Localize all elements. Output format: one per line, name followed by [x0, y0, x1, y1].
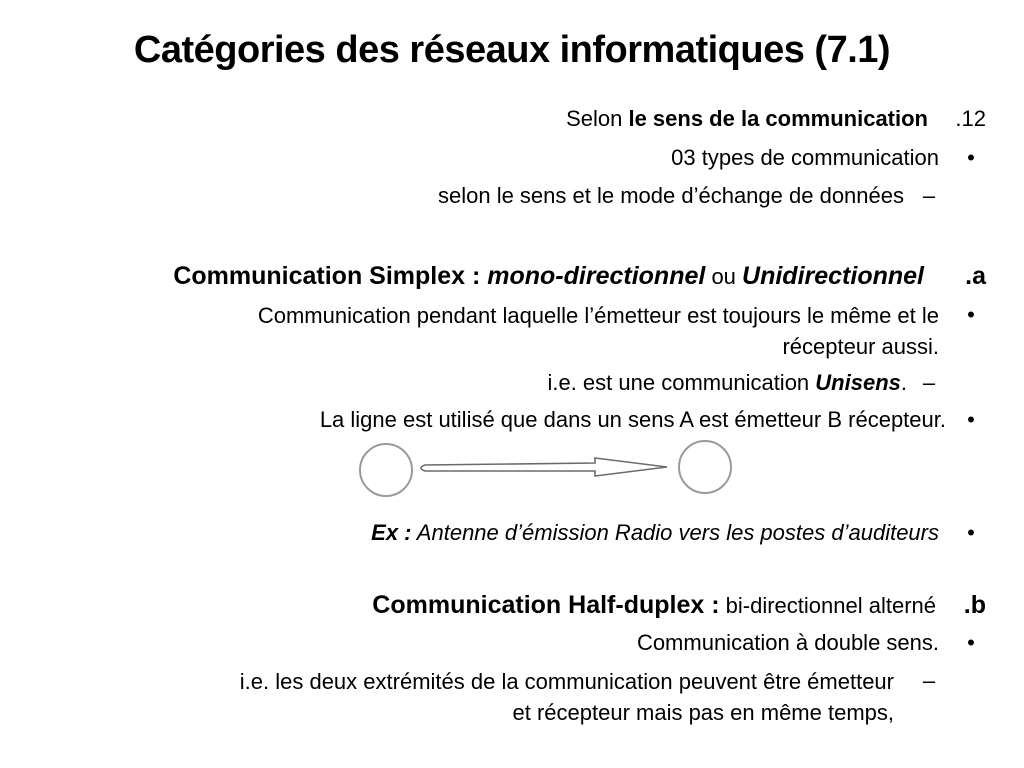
dash-icon: –: [922, 370, 936, 395]
simplex-italic-2: Unidirectionnel: [742, 262, 924, 290]
item-sens-marker: .12: [955, 106, 986, 131]
item-ligne-text: La ligne est utilisé que dans un sens A est émetteur B récepteur.: [319, 407, 946, 432]
simplex-italic-1: mono-directionnel: [487, 262, 706, 290]
bullet-icon: •: [967, 407, 975, 432]
node-a-circle: [360, 444, 412, 496]
unisens-italic: Unisens: [815, 370, 901, 395]
item-unisens: [0, 368, 1024, 398]
bullet-icon: •: [967, 630, 975, 655]
bullet-icon: •: [967, 520, 975, 545]
item-simplex: [0, 259, 1024, 293]
item-double-text: Communication à double sens.: [636, 630, 939, 655]
item-ex: [0, 518, 1024, 548]
bullet-icon: •: [967, 145, 975, 170]
item-ligne: [0, 405, 1024, 435]
half-heading: Communication Half-duplex :: [372, 591, 720, 619]
simplex-diagram: [355, 440, 755, 500]
item-half-marker: .b: [963, 591, 986, 619]
slide-title: Catégories des réseaux informatiques (7.1): [133, 29, 891, 71]
item-half: [0, 588, 1024, 622]
dash-icon: –: [922, 668, 936, 693]
item-sens-text: Selon le sens de la communication: [566, 106, 928, 131]
item-types: [0, 143, 1024, 173]
item-simplex-def: [0, 300, 1024, 362]
item-mode: [0, 181, 1024, 211]
item-simplex-def-text: Communication pendant laquelle l’émetteur est toujours le même et le récepteur aussi.: [257, 303, 939, 359]
simplex-heading: Communication Simplex: [173, 262, 466, 290]
item-sens-bold: le sens de la communication: [628, 106, 928, 131]
item-ex-text: Ex : Antenne d’émission Radio vers les postes d’auditeurs: [371, 520, 939, 545]
item-half-text: Communication Half-duplex : bi-directionnel alterné: [372, 591, 936, 619]
arrow-icon: [421, 458, 667, 476]
item-types-text: 03 types de communication: [671, 145, 939, 170]
dash-icon: –: [922, 183, 936, 208]
item-unisens-text: i.e. est une communication Unisens.: [547, 370, 907, 395]
ex-label: Ex :: [371, 520, 412, 545]
item-mode-text: selon le sens et le mode d’échange de données: [437, 183, 904, 208]
item-extremites: [0, 666, 1024, 728]
item-double: [0, 628, 1024, 658]
item-sens: [0, 104, 1024, 134]
item-extremites-text: i.e. les deux extrémités de la communication peuvent être émetteur et récepteur mais pas en même temps,: [239, 669, 894, 725]
node-b-circle: [679, 441, 731, 493]
item-simplex-marker: .a: [965, 262, 986, 290]
item-simplex-text: Communication Simplex : mono-directionnel ou Unidirectionnel: [173, 262, 924, 290]
bullet-icon: •: [967, 302, 975, 327]
